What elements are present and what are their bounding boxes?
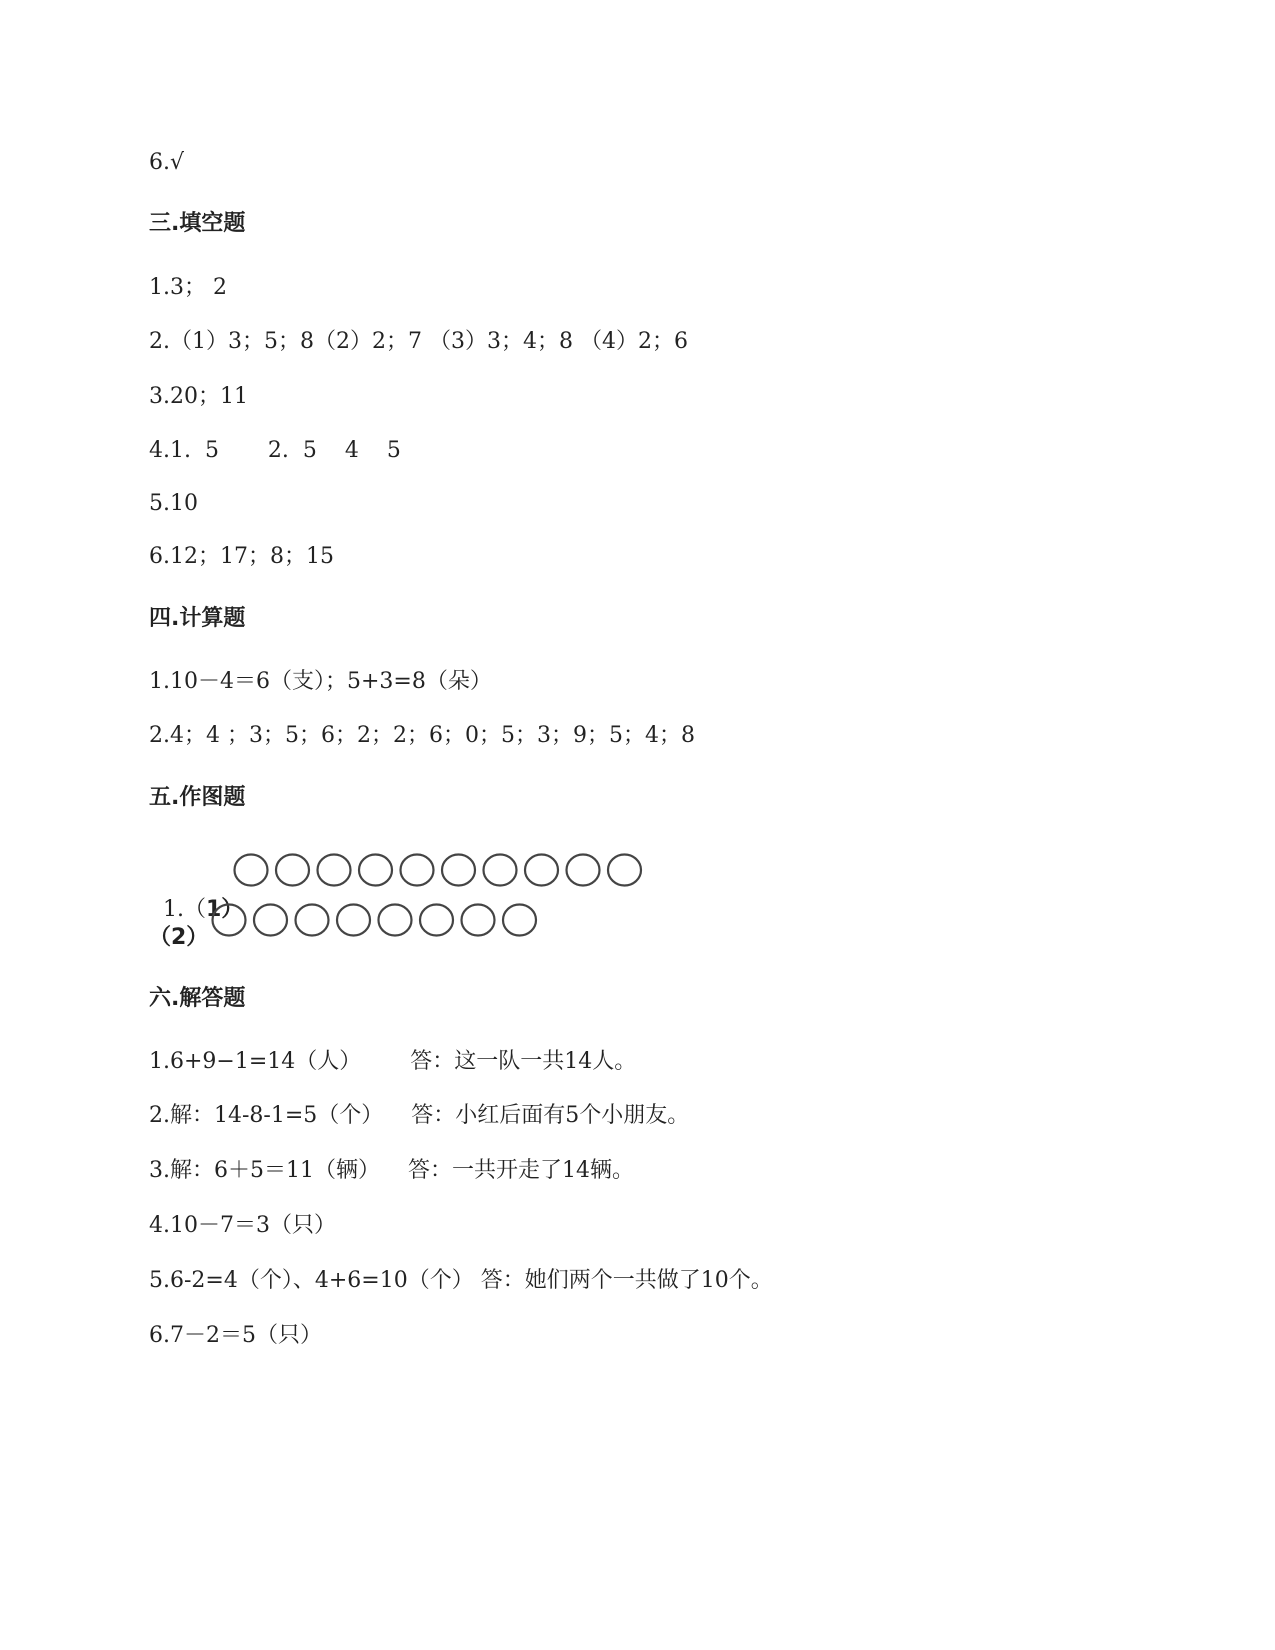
drawn-circle (462, 905, 495, 936)
drawn-circle (276, 855, 309, 886)
drawn-circle (213, 905, 246, 936)
answer-line-3-1: 1.3； 2 (149, 275, 227, 300)
drawn-circle (525, 855, 558, 886)
circle-row-part-2 (211, 900, 551, 942)
answer-line-3-4: 4.1. 5 2. 5 4 5 (149, 438, 401, 463)
drawn-circle (318, 855, 351, 886)
drawn-circle (503, 905, 536, 936)
section-6-heading: 六.解答题 (149, 986, 246, 1011)
answer-line-3-3: 3.20；11 (149, 384, 248, 409)
answer-line-2-6: 6.√ (149, 150, 185, 175)
drawn-circle (401, 855, 434, 886)
answer-line-4-1: 1.10－4＝6（支）；5+3=8（朵） (149, 669, 492, 694)
section-3-heading: 三.填空题 (149, 211, 246, 236)
drawing-answer-part-2-label: （2） (149, 925, 209, 950)
answer-line-6-2: 2.解：14-8-1=5（个） 答：小红后面有5个小朋友。 (149, 1103, 690, 1128)
drawn-circle (379, 905, 412, 936)
section-5-heading: 五.作图题 (149, 785, 246, 810)
circle-row-part-1 (233, 850, 653, 892)
drawn-circle (608, 855, 641, 886)
answer-line-3-2: 2.（1）3；5；8（2）2；7 （3）3；4；8 （4）2；6 (149, 329, 688, 354)
drawn-circle (442, 855, 475, 886)
drawing-answer-part-1-number: 1） (206, 897, 244, 922)
answer-line-6-1: 1.6+9−1=14（人） 答：这一队一共14人。 (149, 1049, 637, 1074)
drawn-circle (254, 905, 287, 936)
drawn-circle (420, 905, 453, 936)
drawn-circle (235, 855, 268, 886)
section-4-heading: 四.计算题 (149, 606, 246, 631)
drawn-circle (484, 855, 517, 886)
drawing-answer-prefix: 1.（ (163, 897, 206, 922)
answer-line-3-5: 5.10 (149, 491, 198, 516)
answer-line-6-5: 5.6-2=4（个）、4+6=10（个） 答：她们两个一共做了10个。 (149, 1268, 773, 1293)
answer-line-6-3: 3.解：6＋5＝11（辆） 答：一共开走了14辆。 (149, 1158, 634, 1183)
answer-line-3-6: 6.12；17；8；15 (149, 544, 334, 569)
drawn-circle (567, 855, 600, 886)
drawn-circle (337, 905, 370, 936)
drawn-circle (359, 855, 392, 886)
answer-line-6-4: 4.10－7＝3（只） (149, 1213, 336, 1238)
drawn-circle (296, 905, 329, 936)
answer-line-6-6: 6.7－2＝5（只） (149, 1323, 322, 1348)
answer-line-4-2: 2.4；4 ；3；5；6；2；2；6；0；5；3；9；5；4；8 (149, 723, 695, 748)
